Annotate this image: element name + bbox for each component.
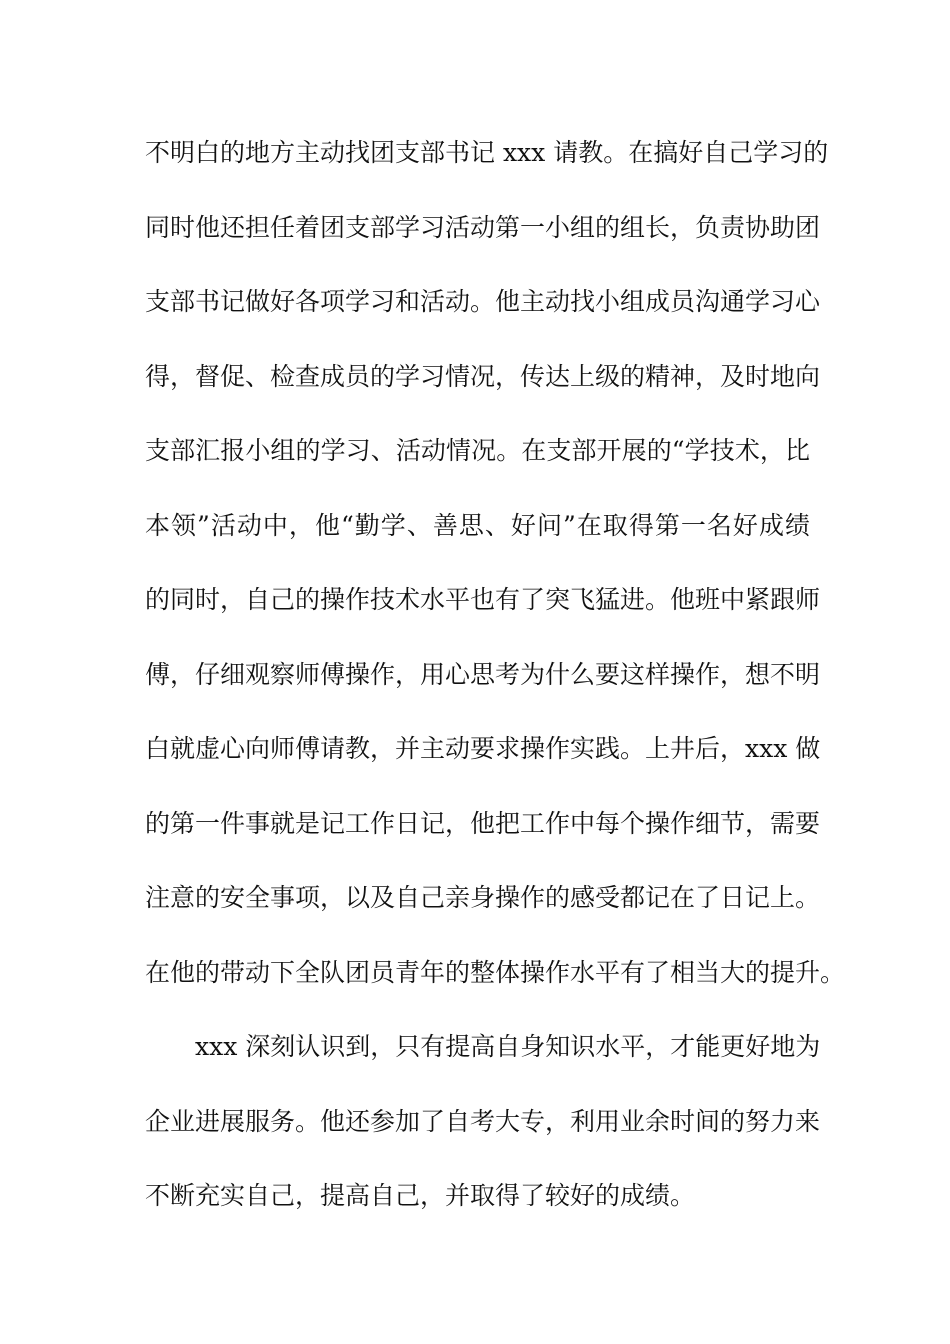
- text-line: 得，督促、检查成员的学习情况，传达上级的精神，及时地向: [145, 361, 821, 391]
- text-line: 本领”活动中，他“勤学、善思、好问”在取得第一名好成绩: [145, 510, 810, 540]
- text-line: 同时他还担任着团支部学习活动第一小组的组长，负责协助团: [145, 212, 821, 242]
- text-line: 不明白的地方主动找团支部书记 xxx 请教。在搞好自己学习的: [145, 138, 829, 167]
- text-line: 企业进展服务。他还参加了自考大专，利用业余时间的努力来: [145, 1106, 821, 1136]
- text-line: 的同时，自己的操作技术水平也有了突飞猛进。他班中紧跟师: [145, 585, 821, 614]
- text-line: 支部书记做好各项学习和活动。他主动找小组成员沟通学习心: [145, 287, 821, 316]
- text-line: 傅，仔细观察师傅操作，用心思考为什么要这样操作，想不明: [145, 659, 821, 689]
- text-line: 的第一件事就是记工作日记，他把工作中每个操作细节，需要: [145, 808, 821, 838]
- text-line: 支部汇报小组的学习、活动情况。在支部开展的“学技术，比: [145, 436, 810, 465]
- text-line: 注意的安全事项，以及自己亲身操作的感受都记在了日记上。: [145, 883, 821, 912]
- paragraph-start-line: xxx 深刻认识到，只有提高自身知识水平，才能更好地为: [195, 1032, 821, 1061]
- text-line: 在他的带动下全队团员青年的整体操作水平有了相当大的提升。: [145, 957, 846, 987]
- text-line: 白就虚心向师傅请教，并主动要求操作实践。上井后，xxx 做: [145, 734, 821, 763]
- paragraph-end-line: 不断充实自己，提高自己，并取得了较好的成绩。: [145, 1181, 696, 1210]
- body-text: [145, 128, 846, 1246]
